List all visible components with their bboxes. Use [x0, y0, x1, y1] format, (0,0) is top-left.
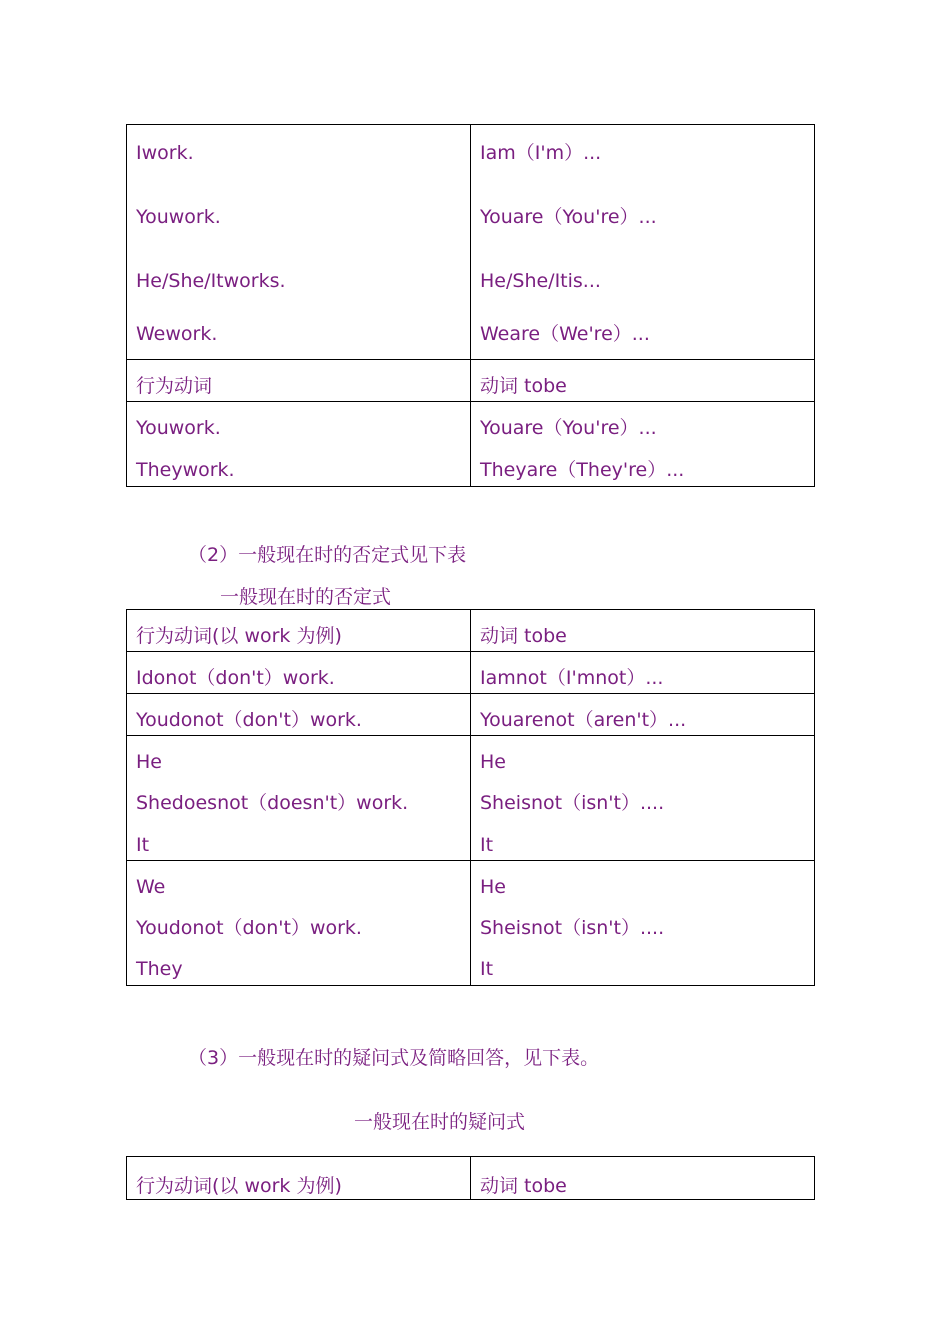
- table-cell: [471, 1157, 815, 1200]
- cell-line: Sheisnot（isn't）....: [480, 917, 665, 940]
- cell-line: Youare（You're）...: [480, 417, 657, 439]
- table-row: [127, 694, 815, 736]
- cell-line: Iam（I'm）...: [480, 142, 602, 164]
- cell-line: Iwork.: [136, 142, 194, 164]
- cell-line: 行为动词(以 work 为例): [136, 625, 342, 647]
- cell-line: Sheisnot（isn't）....: [480, 792, 665, 815]
- cell-line: Theyare（They're）...: [480, 459, 685, 481]
- table-cell: [471, 694, 815, 736]
- table-row: [127, 125, 815, 360]
- cell-line: Youare（You're）...: [480, 206, 657, 228]
- cell-line: Theywork.: [136, 459, 235, 481]
- cell-line: They: [136, 958, 183, 981]
- cell-line: It: [136, 833, 150, 856]
- table-row: [127, 1157, 815, 1200]
- cell-line: Youwork.: [136, 206, 221, 228]
- table-row: [127, 736, 815, 861]
- table-caption: 一般现在时的疑问式: [354, 1111, 526, 1133]
- table-cell: [471, 860, 815, 985]
- table-cell: [471, 610, 815, 652]
- cell-line: 动词 tobe: [480, 1175, 567, 1197]
- present-tense-affirmative-table: [126, 124, 815, 487]
- cell-line: Youarenot（aren't）...: [480, 709, 687, 731]
- cell-line: Youdonot（don't）work.: [136, 709, 362, 731]
- cell-line: Idonot（don't）work.: [136, 667, 335, 689]
- cell-line: He: [480, 751, 506, 773]
- table-cell: [127, 652, 471, 694]
- table-caption: 一般现在时的否定式: [220, 586, 392, 608]
- table-cell: [471, 360, 815, 402]
- present-tense-question-table: [126, 1156, 815, 1200]
- cell-line: He/She/Itworks.: [136, 270, 286, 292]
- cell-line: It: [480, 958, 494, 981]
- table-cell: [127, 610, 471, 652]
- cell-line: Iamnot（I'mnot）...: [480, 667, 664, 689]
- table-row: [127, 652, 815, 694]
- table-cell: [127, 736, 471, 861]
- table-cell: [127, 402, 471, 487]
- cell-line: He: [136, 751, 162, 773]
- cell-line: Weare（We're）...: [480, 323, 650, 345]
- cell-line: Youwork.: [136, 417, 221, 439]
- table-row: [127, 360, 815, 402]
- table-cell: [127, 360, 471, 402]
- cell-line: 行为动词: [136, 375, 213, 397]
- section-heading: （3）一般现在时的疑问式及简略回答，见下表。: [188, 1047, 600, 1069]
- table-row: [127, 860, 815, 985]
- cell-line: It: [480, 833, 494, 856]
- table-cell: [471, 402, 815, 487]
- table-cell: [471, 736, 815, 861]
- cell-line: Youdonot（don't）work.: [136, 917, 362, 940]
- present-tense-negative-table: [126, 609, 815, 986]
- cell-line: 行为动词(以 work 为例): [136, 1175, 342, 1197]
- table-cell: [127, 860, 471, 985]
- table-row: [127, 402, 815, 487]
- table-cell: [471, 652, 815, 694]
- table-cell: [127, 694, 471, 736]
- table-cell: [127, 1157, 471, 1200]
- table-cell: [471, 125, 815, 360]
- cell-line: 动词 tobe: [480, 375, 567, 397]
- cell-line: He: [480, 875, 506, 898]
- cell-line: He/She/Itis...: [480, 270, 601, 292]
- table-cell: [127, 125, 471, 360]
- cell-line: Shedoesnot（doesn't）work.: [136, 792, 409, 815]
- cell-line: Wework.: [136, 323, 218, 345]
- cell-line: We: [136, 875, 166, 898]
- table-row: [127, 610, 815, 652]
- cell-line: 动词 tobe: [480, 625, 567, 647]
- section-heading: （2）一般现在时的否定式见下表: [188, 544, 467, 566]
